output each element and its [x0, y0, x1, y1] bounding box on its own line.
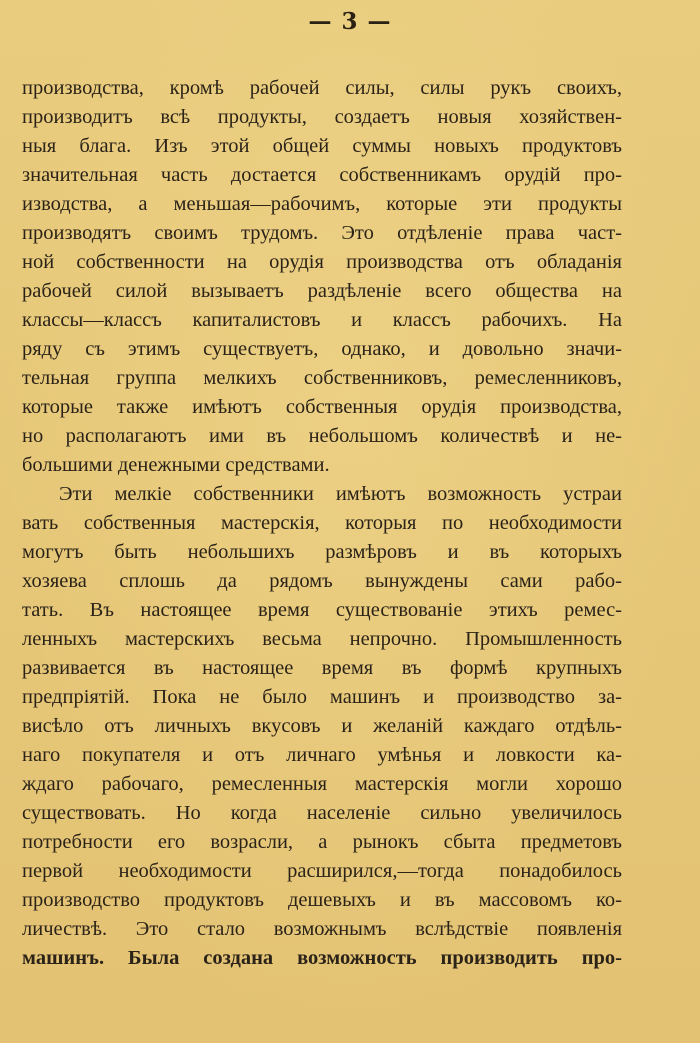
text-line: личествѣ. Это стало возможнымъ вслѣдствіе появленія — [22, 918, 622, 940]
text-line: классы—классъ капиталистовъ и классъ рабочихъ. На — [22, 309, 622, 331]
text-line: тать. Въ настоящее время существованіе этихъ ремес- — [22, 599, 622, 621]
text-line: машинъ. Была создана возможность производить про- — [22, 947, 622, 969]
text-line: предпріятій. Пока не было машинъ и производство за- — [22, 686, 622, 708]
text-line: значительная часть достается собственникамъ орудій про- — [22, 164, 622, 186]
text-line: могутъ быть небольшихъ размѣровъ и въ которыхъ — [22, 541, 622, 563]
text-line: первой необходимости расширился,—тогда понадобилось — [22, 860, 622, 882]
text-line: ленныхъ мастерскихъ весьма непрочно. Промышленность — [22, 628, 622, 650]
text-line: которые также имѣютъ собственныя орудія производства, — [22, 396, 622, 418]
text-line: Эти мелкіе собственники имѣютъ возможность устраи — [59, 483, 622, 505]
paragraph — [22, 480, 622, 973]
text-line: ждаго рабочаго, ремесленныя мастерскія могли хорошо — [22, 773, 622, 795]
text-line: наго покупателя и отъ личнаго умѣнья и ловкости ка- — [22, 744, 622, 766]
text-line: рабочей силой вызываетъ раздѣленіе всего общества на — [22, 280, 622, 302]
text-line: хозяева сплошь да рядомъ вынуждены сами рабо- — [22, 570, 622, 592]
text-line: но располагаютъ ими въ небольшомъ количествѣ и не- — [22, 425, 622, 447]
text-line: потребности его возрасли, а рынокъ сбыта предметовъ — [22, 831, 622, 853]
paragraph — [22, 74, 622, 480]
page-number: — 3 — — [308, 8, 392, 35]
text-line: ной собственности на орудія производства отъ обладанія — [22, 251, 622, 273]
text-line: вать собственныя мастерскія, которыя по необходимости — [22, 512, 622, 534]
text-line: изводства, а меньшая—рабочимъ, которые эти продукты — [22, 193, 622, 215]
text-line: ряду съ этимъ существуетъ, однако, и довольно значи- — [22, 338, 622, 360]
text-line: производство продуктовъ дешевыхъ и въ массовомъ ко- — [22, 889, 622, 911]
text-line: развивается въ настоящее время въ формѣ крупныхъ — [22, 657, 622, 679]
body-text — [22, 74, 622, 973]
text-line: большими денежными средствами. — [22, 454, 330, 476]
text-line: производитъ всѣ продукты, создаетъ новыя хозяйствен- — [22, 106, 622, 128]
text-line: висѣло отъ личныхъ вкусовъ и желаній каждаго отдѣль- — [22, 715, 622, 737]
text-line: существовать. Но когда населеніе сильно увеличилось — [22, 802, 622, 824]
text-line: тельная группа мелкихъ собственниковъ, ремесленниковъ, — [22, 367, 622, 389]
text-line: производства, кромѣ рабочей силы, силы рукъ своихъ, — [22, 77, 622, 99]
text-line: производятъ своимъ трудомъ. Это отдѣленіе права част- — [22, 222, 622, 244]
text-line: ныя блага. Изъ этой общей суммы новыхъ продуктовъ — [22, 135, 622, 157]
